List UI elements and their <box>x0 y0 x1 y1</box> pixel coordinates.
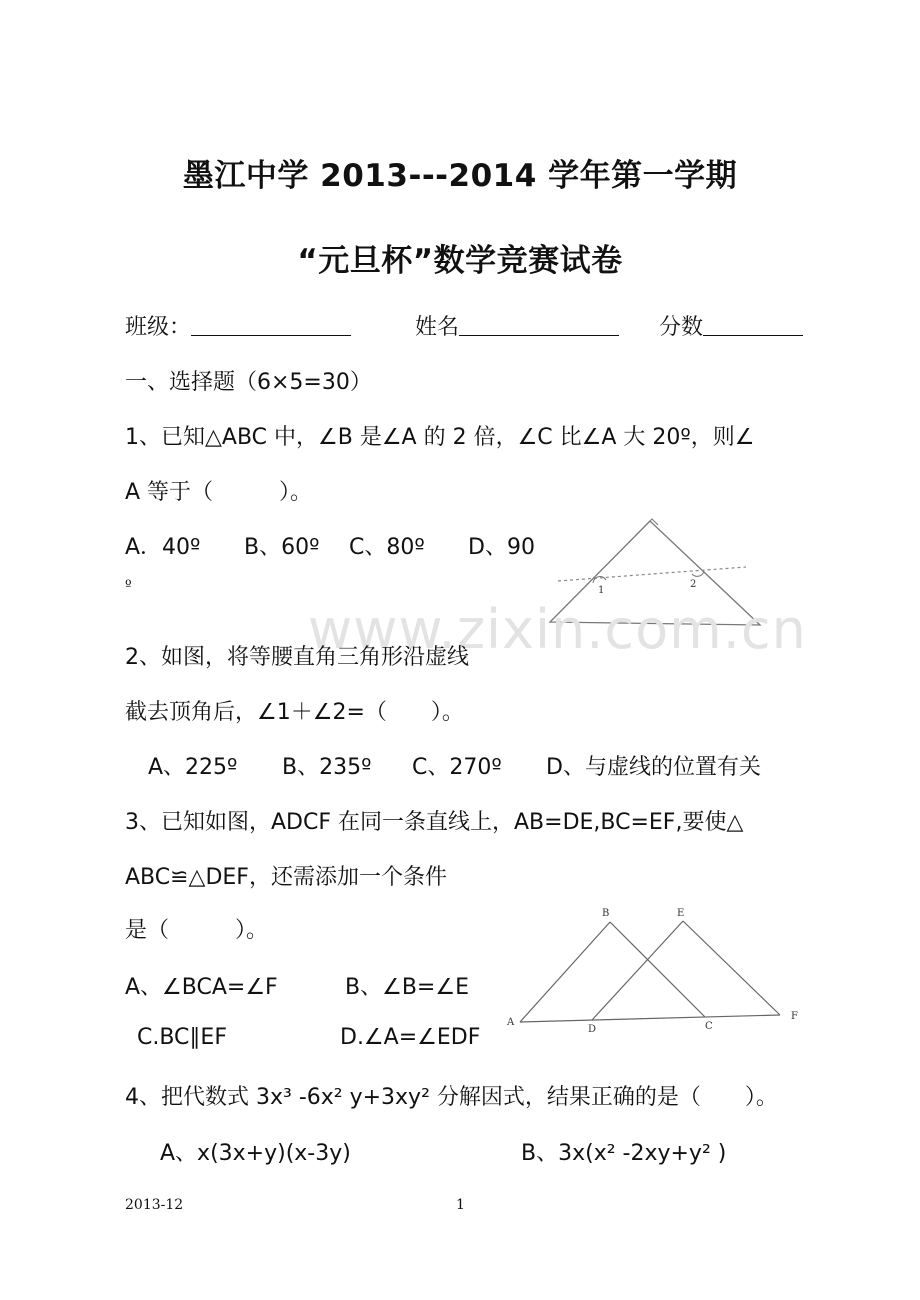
q3-figure <box>505 905 805 1035</box>
class-label: 班级： <box>125 315 192 340</box>
q3-option-d: D.∠A=∠EDF <box>340 1025 481 1050</box>
segment-de <box>592 921 683 1020</box>
q2-line1: 2、如图，将等腰直角三角形沿虚线 <box>125 645 469 670</box>
q1-option-b: B、60º <box>244 535 320 560</box>
angle1-arc <box>593 577 606 583</box>
point-d-label: D <box>588 1024 597 1035</box>
point-f-label: F <box>791 1011 798 1022</box>
q2-option-a: A、225º <box>148 755 238 780</box>
segment-ab <box>520 922 610 1022</box>
footer-page-number: 1 <box>456 1197 465 1213</box>
q4-line1: 4、把代数式 3x³ -6x² y+3xy² 分解因式，结果正确的是（ ）。 <box>125 1085 778 1110</box>
angle2-label: 2 <box>690 579 697 590</box>
q3-option-b: B、∠B=∠E <box>345 975 469 1000</box>
q3-option-a: A、∠BCA=∠F <box>125 975 278 1000</box>
q1-option-c: C、80º <box>349 535 425 560</box>
watermark: www.zixin.com.cn <box>308 598 807 661</box>
point-e-label: E <box>677 908 685 919</box>
q3-option-c: C.BC∥EF <box>137 1025 227 1050</box>
q1-line2: A 等于（ ）。 <box>125 480 313 505</box>
q4-option-a: A、x(3x+y)(x-3y) <box>160 1141 351 1166</box>
student-info-row <box>125 310 803 341</box>
q3-line3: 是（ ）。 <box>125 918 269 943</box>
q1-line1: 1、已知△ABC 中，∠B 是∠A 的 2 倍，∠C 比∠A 大 20º，则∠ <box>125 425 755 450</box>
class-blank[interactable] <box>191 313 351 336</box>
point-b-label: B <box>602 908 610 919</box>
cut-dashed-line <box>558 567 746 581</box>
q2-option-d: D、与虚线的位置有关 <box>546 755 761 780</box>
q1-option-d-degree: º <box>125 578 132 594</box>
point-c-label: C <box>705 1021 713 1032</box>
exam-title-line2: “元旦杯”数学竞赛试卷 <box>297 243 623 279</box>
q3-line2: ABC≌△DEF，还需添加一个条件 <box>125 865 447 890</box>
q2-line2: 截去顶角后，∠1＋∠2=（ ）。 <box>125 700 464 725</box>
section-heading: 一、选择题（6×5=30） <box>125 370 372 395</box>
point-a-label: A <box>507 1017 515 1028</box>
q4-option-b: B、3x(x² -2xy+y² ) <box>521 1141 727 1166</box>
angle1-label: 1 <box>598 585 605 596</box>
line-adcf <box>520 1015 780 1022</box>
exam-title-line1: 墨江中学 2013---2014 学年第一学期 <box>182 158 738 194</box>
footer-date: 2013-12 <box>125 1197 184 1213</box>
q3-line1: 3、已知如图，ADCF 在同一条直线上，AB=DE,BC=EF,要使△ <box>125 810 744 835</box>
segment-bc <box>610 922 705 1017</box>
angle2-arc <box>692 571 704 576</box>
score-blank[interactable] <box>703 313 803 336</box>
q2-option-b: B、235º <box>282 755 372 780</box>
q2-option-c: C、270º <box>412 755 502 780</box>
score-label: 分数 <box>659 315 704 340</box>
segment-ef <box>683 921 780 1015</box>
name-label: 姓名 <box>415 315 460 340</box>
q1-option-a: A．40º <box>125 535 201 560</box>
q1-option-d: D、90 <box>468 535 535 560</box>
name-blank[interactable] <box>459 313 619 336</box>
